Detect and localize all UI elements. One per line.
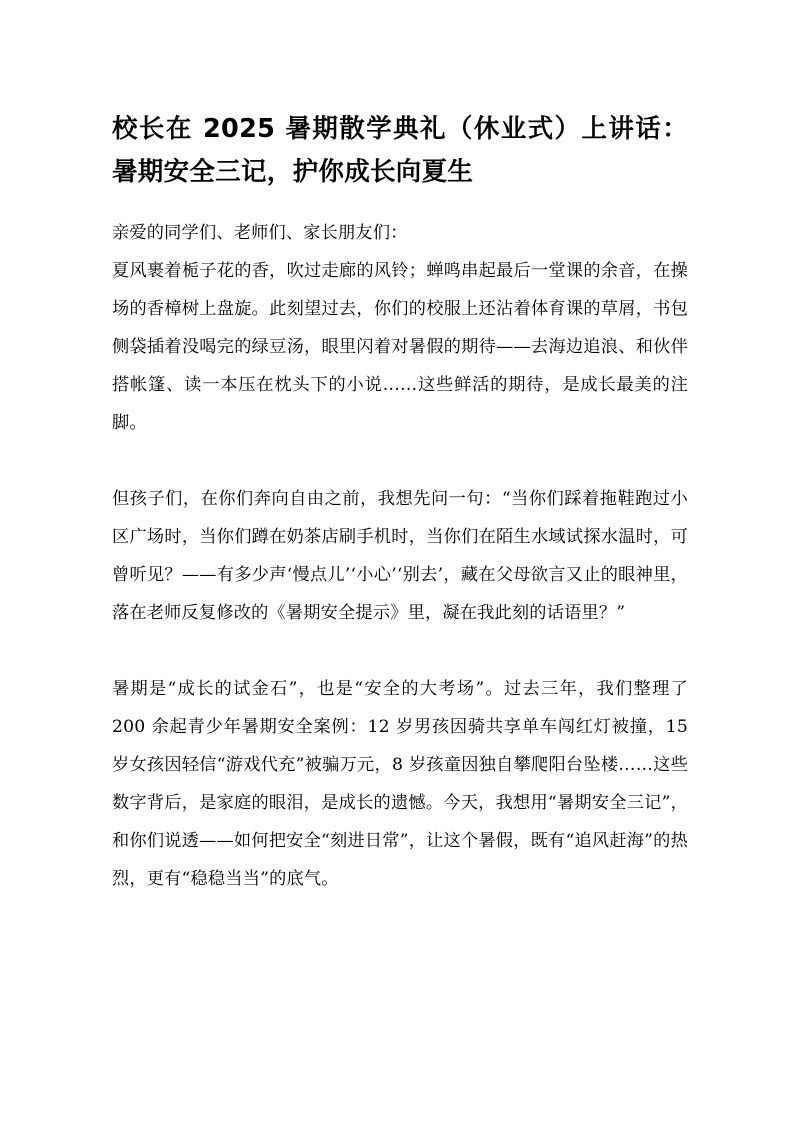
paragraph-1: 夏风裹着栀子花的香，吹过走廊的风铃；蝉鸣串起最后一堂课的余音，在操场的香樟树上盘旋。此刻望过去，你们的校服上还沾着体育课的草屑，书包侧袋插着没喝完的绿豆汤，眼里闪着对暑假的期待——去海边追浪、和伙伴搭帐篷、读一本压在枕头下的小说……这些鲜活的期待，是成长最美的注脚。 xyxy=(112,261,688,433)
document-body xyxy=(112,214,688,898)
paragraph-3: 暑期是“成长的试金石”，也是“安全的大考场”。过去三年，我们整理了 200 余起青少年暑期安全案例：12 岁男孩因骑共享单车闯红灯被撞，15 岁女孩因轻信“游戏代充”被骗万元，8 岁孩童因独自攀爬阳台坠楼……这些数字背后，是家庭的眼泪，是成长的遗憾。今天，我想用“暑期安全三记”，和你们说透——如何把安全“刻进日常”，让这个暑假，既有“追风赶海”的热烈，更有“稳稳当当”的底气。 xyxy=(112,679,688,889)
paragraph-salutation: 亲爱的同学们、老师们、家长朋友们： xyxy=(112,223,408,243)
paragraph-2: 但孩子们，在你们奔向自由之前，我想先问一句：“当你们踩着拖鞋跑过小区广场时，当你们蹲在奶茶店刷手机时，当你们在陌生水域试探水温时，可曾听见？——有多少声‘慢点儿’‘小心’‘别去’，藏在父母欲言又止的眼神里，落在老师反复修改的《暑期安全提示》里，凝在我此刻的话语里？” xyxy=(112,489,688,623)
page-title: 校长在 2025 暑期散学典礼（休业式）上讲话：暑期安全三记，护你成长向夏生 xyxy=(112,114,688,187)
